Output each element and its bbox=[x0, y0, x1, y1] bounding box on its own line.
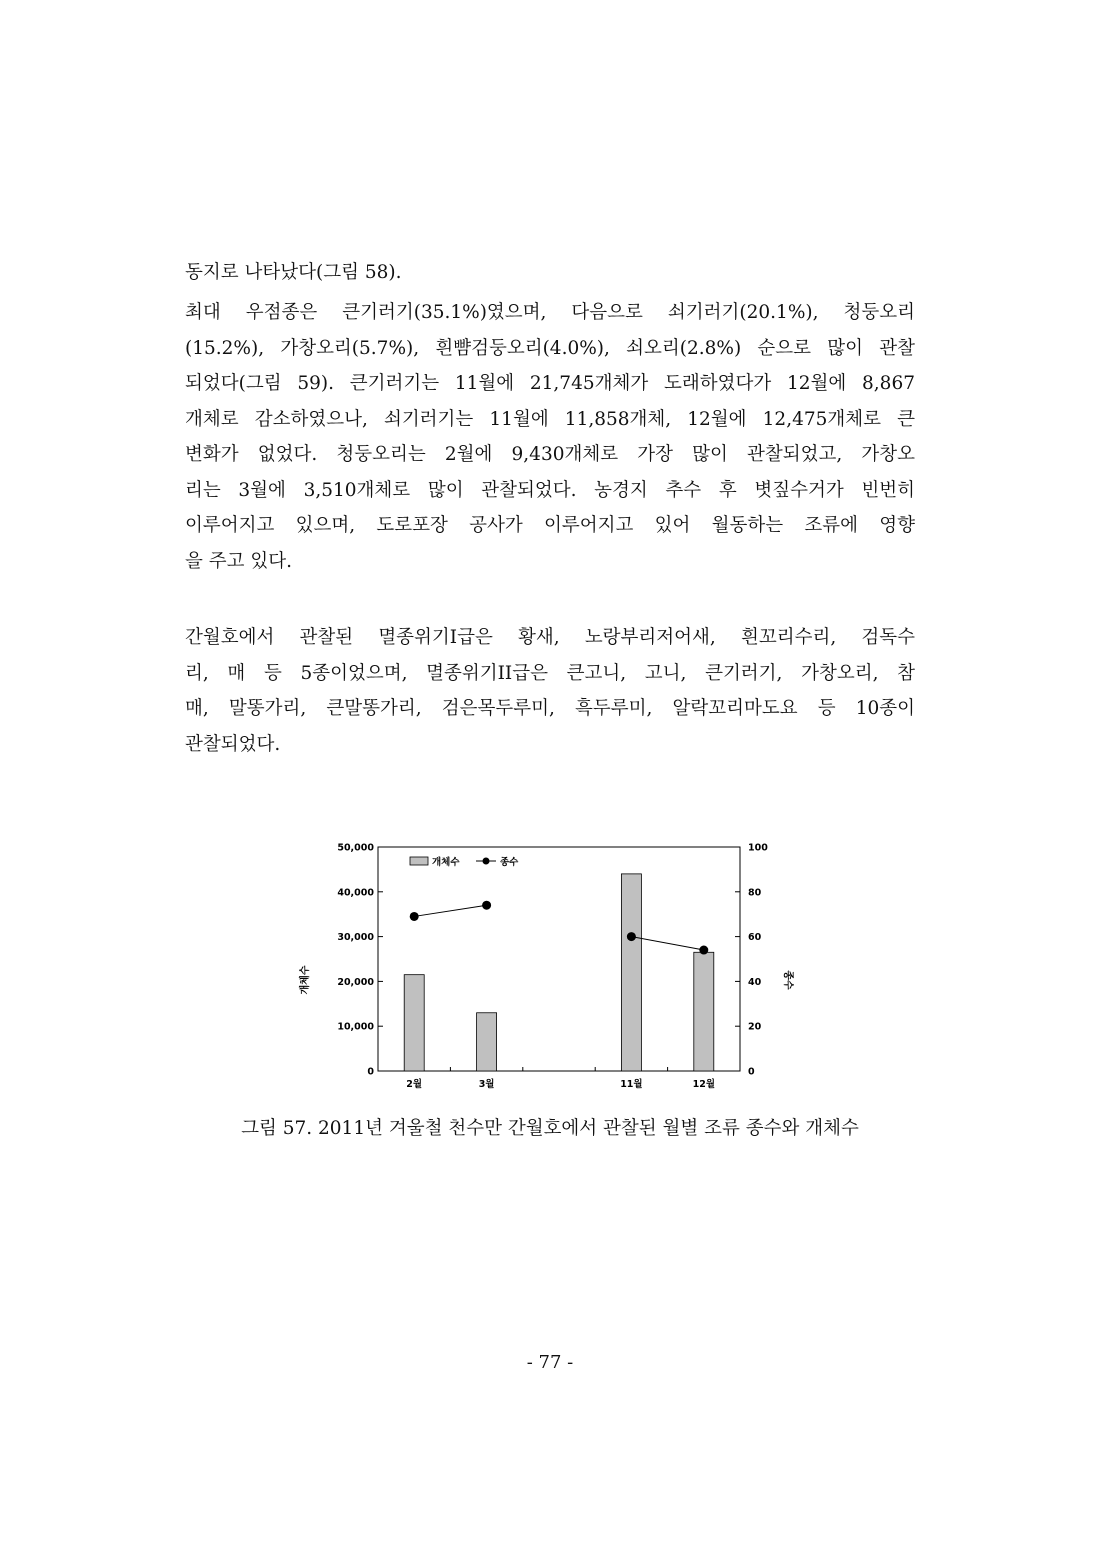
text-line: 간월호에서 관찰된 멸종위기I급은 황새, 노랑부리저어새, 흰꼬리수리, 검독수 bbox=[185, 627, 915, 648]
text-line: 이루어지고 있으며, 도로포장 공사가 이루어지고 있어 월동하는 조류에 영향 bbox=[185, 515, 915, 536]
y2-tick-label: 0 bbox=[748, 1066, 755, 1078]
text-line: 관찰되었다. bbox=[185, 733, 281, 755]
y-axis-label: 개체수 bbox=[300, 965, 311, 995]
text-line: 매, 말똥가리, 큰말똥가리, 검은목두루미, 흑두루미, 알락꼬리마도요 등 10종이 bbox=[185, 698, 915, 719]
bar bbox=[477, 1013, 497, 1071]
y2-tick-label: 60 bbox=[748, 932, 762, 944]
text-line: 동지로 나타났다(그림 58). bbox=[185, 262, 402, 283]
legend-label: 종수 bbox=[500, 857, 519, 868]
y-tick-label: 40,000 bbox=[337, 887, 374, 899]
x-tick-label: 3월 bbox=[478, 1079, 495, 1090]
y2-tick-label: 20 bbox=[748, 1021, 762, 1033]
line-series bbox=[410, 901, 709, 955]
paragraph-1 bbox=[185, 255, 915, 291]
text-line: 최대 우점종은 큰기러기(35.1%)였으며, 다음으로 쇠기러기(20.1%), 청둥오리 bbox=[185, 302, 915, 323]
series-point bbox=[699, 946, 708, 955]
y-tick-label: 20,000 bbox=[337, 976, 374, 988]
paragraph-2 bbox=[185, 295, 915, 579]
bar bbox=[404, 975, 424, 1071]
paragraph-3 bbox=[185, 620, 915, 762]
y2-tick-label: 40 bbox=[748, 976, 762, 988]
y2-tick-label: 100 bbox=[748, 842, 768, 854]
text-line: 리는 3월에 3,510개체로 많이 관찰되었다. 농경지 추수 후 볏짚수거가 빈번히 bbox=[185, 479, 915, 501]
series-point bbox=[482, 901, 491, 910]
bird-count-chart bbox=[290, 830, 810, 1110]
y-tick-label: 0 bbox=[367, 1066, 374, 1078]
text-line: 리, 매 등 5종이었으며, 멸종위기II급은 큰고니, 고니, 큰기러기, 가창오리, 참 bbox=[185, 662, 915, 684]
plot-frame bbox=[378, 847, 740, 1071]
bar bbox=[694, 952, 714, 1071]
figure-caption: 그림 57. 2011년 겨울철 천수만 간월호에서 관찰된 월별 조류 종수와 개체수 bbox=[241, 1118, 859, 1139]
legend-swatch-point bbox=[483, 858, 490, 865]
series-point bbox=[410, 912, 419, 921]
y2-axis-label: 종수 bbox=[782, 970, 793, 990]
y-tick-label: 10,000 bbox=[337, 1021, 374, 1033]
legend-label: 개체수 bbox=[432, 857, 460, 868]
x-tick-label: 12월 bbox=[692, 1079, 716, 1090]
series-line bbox=[414, 905, 486, 916]
text-line: 변화가 없었다. 청둥오리는 2월에 9,430개체로 가장 많이 관찰되었고, 가창오 bbox=[185, 444, 915, 465]
series-point bbox=[627, 932, 636, 941]
y2-tick-label: 80 bbox=[748, 887, 762, 899]
x-tick-label: 11월 bbox=[620, 1079, 643, 1090]
text-line: 되었다(그림 59). 큰기러기는 11월에 21,745개체가 도래하였다가 12월에 8,867 bbox=[185, 373, 915, 394]
bar bbox=[621, 874, 641, 1071]
series-line bbox=[631, 937, 703, 950]
legend-swatch-bar bbox=[410, 857, 428, 865]
bar-series bbox=[404, 874, 714, 1071]
page-number: - 77 - bbox=[526, 1352, 574, 1373]
text-line: 개체로 감소하였으나, 쇠기러기는 11월에 11,858개체, 12월에 12,475개체로 큰 bbox=[185, 408, 915, 430]
text-line: 을 주고 있다. bbox=[185, 550, 292, 572]
y-tick-label: 50,000 bbox=[337, 842, 374, 854]
y-tick-label: 30,000 bbox=[337, 932, 374, 944]
x-tick-label: 2월 bbox=[406, 1079, 423, 1090]
text-line: (15.2%), 가창오리(5.7%), 흰뺨검둥오리(4.0%), 쇠오리(2.8%) 순으로 많이 관찰 bbox=[185, 337, 915, 359]
chart-legend bbox=[410, 856, 519, 868]
